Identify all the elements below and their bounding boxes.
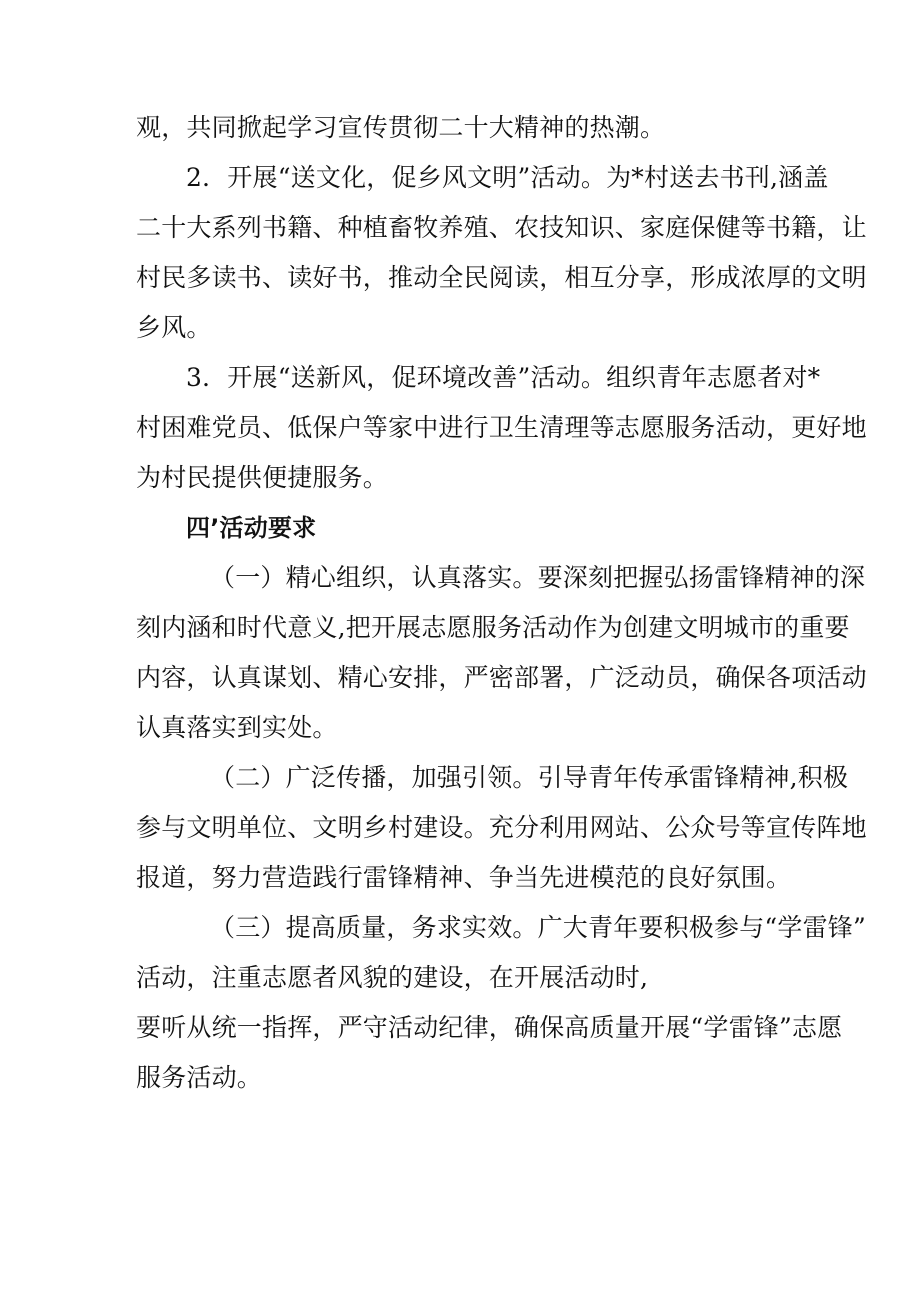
paragraph-line: 乡风。 xyxy=(136,313,212,342)
paragraph-line: 认真落实到实处。 xyxy=(136,713,338,742)
paragraph-line: （二）广泛传播，加强引领。引导青年传承雷锋精神,积极 xyxy=(210,763,849,792)
paragraph-line: 活动，注重志愿者风貌的建设，在开展活动时, xyxy=(136,963,649,992)
paragraph-line: 村民多读书、读好书，推动全民阅读，相互分享，形成浓厚的文明 xyxy=(136,263,867,292)
paragraph-line: 内容，认真谋划、精心安排，严密部署，广泛动员，确保各项活动 xyxy=(136,663,867,692)
paragraph-line: 村困难党员、低保户等家中进行卫生清理等志愿服务活动，更好地 xyxy=(136,413,867,442)
paragraph-line: 观，共同掀起学习宣传贯彻二十大精神的热潮。 xyxy=(136,113,666,142)
paragraph-line: 报道，努力营造践行雷锋精神、争当先进模范的良好氛围。 xyxy=(136,863,792,892)
paragraph-line: 二十大系列书籍、种植畜牧养殖、农技知识、家庭保健等书籍，让 xyxy=(136,213,867,242)
paragraph-line: 参与文明单位、文明乡村建设。充分利用网站、公众号等宣传阵地 xyxy=(136,813,867,842)
paragraph-line: （三）提高质量，务求实效。广大青年要积极参与“学雷锋” xyxy=(210,913,866,942)
paragraph-line: （一）精心组织，认真落实。要深刻把握弘扬雷锋精神的深 xyxy=(210,563,866,592)
paragraph-line: 3．开展“送新风，促环境改善”活动。组织青年志愿者对* xyxy=(186,363,821,392)
section-heading: 四’活动要求 xyxy=(186,514,317,542)
paragraph-line: 为村民提供便捷服务。 xyxy=(136,463,389,492)
paragraph-line: 要听从统一指挥，严守活动纪律，确保高质量开展“学雷锋”志愿 xyxy=(136,1013,843,1042)
paragraph-line: 服务活动。 xyxy=(136,1063,263,1092)
paragraph-line: 刻内涵和时代意义,把开展志愿服务活动作为创建文明城市的重要 xyxy=(136,613,850,642)
paragraph-line: 2．开展“送文化，促乡风文明”活动。为*村送去书刊,涵盖 xyxy=(186,163,829,192)
